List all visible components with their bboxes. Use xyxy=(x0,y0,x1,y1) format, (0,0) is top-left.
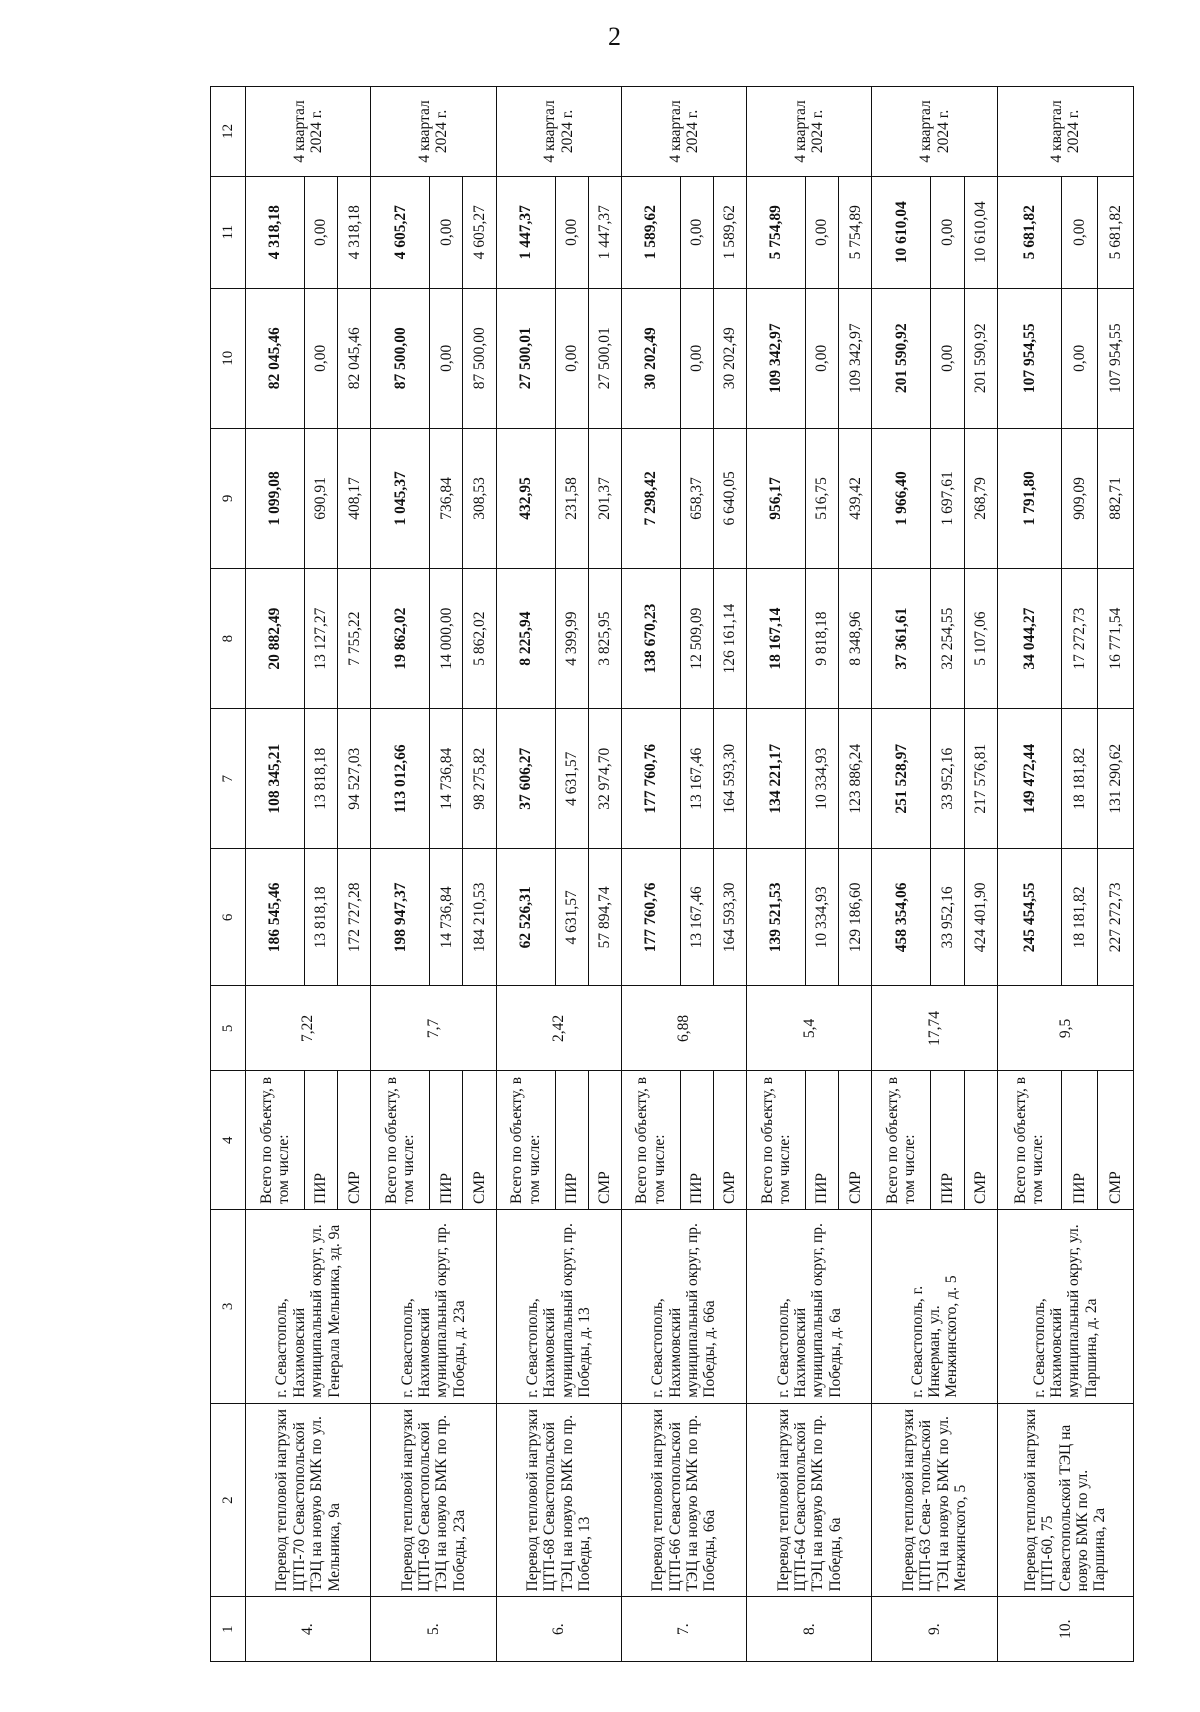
cost-value-cell: 131 290,62 xyxy=(1097,709,1133,849)
cost-value-cell: 516,75 xyxy=(806,428,839,568)
cost-value-cell: 4 605,27 xyxy=(371,176,430,288)
cost-value-cell: 0,00 xyxy=(1061,176,1097,288)
cost-value-cell: 14 736,84 xyxy=(430,709,463,849)
cost-value-cell: 0,00 xyxy=(931,288,964,428)
object-address-cell: г. Севастополь, г. Инкерман, ул. Менжинского, д. 5 xyxy=(872,1210,997,1404)
cost-value-cell: 34 044,27 xyxy=(997,569,1061,709)
table-row xyxy=(747,87,806,1662)
cost-value-cell: 164 593,30 xyxy=(713,849,746,986)
cost-type-cell: СМР xyxy=(964,1071,997,1210)
cost-type-cell: ПИР xyxy=(555,1071,588,1210)
capacity-cell: 17,74 xyxy=(872,986,997,1071)
cost-value-cell: 13 127,27 xyxy=(304,569,337,709)
cost-value-cell: 62 526,31 xyxy=(496,849,555,986)
object-address-cell: г. Севастополь, Нахимовский муниципальный округ, пр. Победы, д. 23а xyxy=(371,1210,496,1404)
column-number-header: 12 xyxy=(211,87,246,177)
cost-value-cell: 13 167,46 xyxy=(680,849,713,986)
cost-value-cell: 17 272,73 xyxy=(1061,569,1097,709)
cost-value-cell: 177 760,76 xyxy=(621,709,680,849)
row-number-cell: 9. xyxy=(872,1597,997,1662)
column-number-header: 3 xyxy=(211,1210,246,1404)
cost-value-cell: 108 345,21 xyxy=(246,709,305,849)
cost-value-cell: 109 342,97 xyxy=(839,288,872,428)
row-number-cell: 5. xyxy=(371,1597,496,1662)
column-number-header: 8 xyxy=(211,569,246,709)
object-address-cell: г. Севастополь, Нахимовский муниципальный округ, ул. Генерала Мельника, зд. 9а xyxy=(246,1210,371,1404)
cost-value-cell: 245 454,55 xyxy=(997,849,1061,986)
cost-value-cell: 0,00 xyxy=(555,288,588,428)
deadline-cell: 4 квартал 2024 г. xyxy=(246,87,371,177)
cost-value-cell: 909,09 xyxy=(1061,428,1097,568)
cost-value-cell: 8 225,94 xyxy=(496,569,555,709)
capacity-cell: 2,42 xyxy=(496,986,621,1071)
cost-type-cell: ПИР xyxy=(1061,1071,1097,1210)
investment-table xyxy=(210,86,1134,1662)
cost-value-cell: 87 500,00 xyxy=(371,288,430,428)
object-name-cell: Перевод тепловой нагрузки ЦТП-69 Севастопольской ТЭЦ на новую БМК по пр. Победы, 23а xyxy=(371,1403,496,1597)
cost-value-cell: 201 590,92 xyxy=(872,288,931,428)
cost-value-cell: 82 045,46 xyxy=(246,288,305,428)
cost-type-cell: СМР xyxy=(588,1071,621,1210)
table-row xyxy=(371,87,430,1662)
cost-value-cell: 18 181,82 xyxy=(1061,709,1097,849)
cost-value-cell: 0,00 xyxy=(680,176,713,288)
cost-value-cell: 198 947,37 xyxy=(371,849,430,986)
cost-value-cell: 1 447,37 xyxy=(496,176,555,288)
deadline-cell: 4 квартал 2024 г. xyxy=(872,87,997,177)
capacity-cell: 7,22 xyxy=(246,986,371,1071)
cost-value-cell: 134 221,17 xyxy=(747,709,806,849)
cost-value-cell: 424 401,90 xyxy=(964,849,997,986)
cost-value-cell: 439,42 xyxy=(839,428,872,568)
object-name-cell: Перевод тепловой нагрузки ЦТП-68 Севастопольской ТЭЦ на новую БМК по пр. Победы, 13 xyxy=(496,1403,621,1597)
object-name-cell: Перевод тепловой нагрузки ЦТП-60, 75 Севастопольской ТЭЦ на новую БМК по ул. Паршина, 2а xyxy=(997,1403,1133,1597)
cost-value-cell: 33 952,16 xyxy=(931,849,964,986)
object-name-cell: Перевод тепловой нагрузки ЦТП-63 Сева- топольской ТЭЦ на новую БМК по ул. Менжинского, 5 xyxy=(872,1403,997,1597)
cost-value-cell: 94 527,03 xyxy=(338,709,371,849)
row-number-cell: 8. xyxy=(747,1597,872,1662)
cost-value-cell: 57 894,74 xyxy=(588,849,621,986)
column-number-header: 10 xyxy=(211,288,246,428)
cost-value-cell: 184 210,53 xyxy=(463,849,496,986)
cost-value-cell: 37 361,61 xyxy=(872,569,931,709)
cost-value-cell: 32 254,55 xyxy=(931,569,964,709)
table-row xyxy=(997,87,1061,1662)
table-container xyxy=(210,86,1134,1662)
cost-value-cell: 18 167,14 xyxy=(747,569,806,709)
cost-value-cell: 19 862,02 xyxy=(371,569,430,709)
cost-type-cell: СМР xyxy=(713,1071,746,1210)
deadline-cell: 4 квартал 2024 г. xyxy=(621,87,746,177)
cost-type-cell: Всего по объекту, в том числе: xyxy=(997,1071,1061,1210)
table-body xyxy=(246,87,1134,1662)
object-name-cell: Перевод тепловой нагрузки ЦТП-64 Севастопольской ТЭЦ на новую БМК по пр. Победы, 6а xyxy=(747,1403,872,1597)
cost-type-cell: СМР xyxy=(1097,1071,1133,1210)
cost-value-cell: 5 754,89 xyxy=(747,176,806,288)
capacity-cell: 7,7 xyxy=(371,986,496,1071)
cost-value-cell: 1 589,62 xyxy=(713,176,746,288)
cost-value-cell: 30 202,49 xyxy=(713,288,746,428)
object-name-cell: Перевод тепловой нагрузки ЦТП-70 Севастопольской ТЭЦ на новую БМК по ул. Мельника, 9а xyxy=(246,1403,371,1597)
cost-value-cell: 0,00 xyxy=(430,288,463,428)
row-number-cell: 4. xyxy=(246,1597,371,1662)
capacity-cell: 6,88 xyxy=(621,986,746,1071)
column-number-header: 9 xyxy=(211,428,246,568)
cost-value-cell: 5 681,82 xyxy=(1097,176,1133,288)
cost-value-cell: 658,37 xyxy=(680,428,713,568)
cost-value-cell: 98 275,82 xyxy=(463,709,496,849)
cost-value-cell: 201,37 xyxy=(588,428,621,568)
cost-value-cell: 87 500,00 xyxy=(463,288,496,428)
capacity-cell: 5,4 xyxy=(747,986,872,1071)
deadline-cell: 4 квартал 2024 г. xyxy=(496,87,621,177)
cost-value-cell: 227 272,73 xyxy=(1097,849,1133,986)
table-row xyxy=(621,87,680,1662)
row-number-cell: 6. xyxy=(496,1597,621,1662)
cost-value-cell: 8 348,96 xyxy=(839,569,872,709)
cost-type-cell: ПИР xyxy=(304,1071,337,1210)
cost-value-cell: 690,91 xyxy=(304,428,337,568)
cost-value-cell: 251 528,97 xyxy=(872,709,931,849)
cost-value-cell: 33 952,16 xyxy=(931,709,964,849)
cost-value-cell: 5 862,02 xyxy=(463,569,496,709)
cost-value-cell: 9 818,18 xyxy=(806,569,839,709)
cost-value-cell: 0,00 xyxy=(806,288,839,428)
cost-value-cell: 30 202,49 xyxy=(621,288,680,428)
cost-type-cell: Всего по объекту, в том числе: xyxy=(872,1071,931,1210)
cost-type-cell: ПИР xyxy=(680,1071,713,1210)
cost-value-cell: 3 825,95 xyxy=(588,569,621,709)
cost-value-cell: 1 045,37 xyxy=(371,428,430,568)
column-number-header: 7 xyxy=(211,709,246,849)
cost-value-cell: 186 545,46 xyxy=(246,849,305,986)
cost-value-cell: 107 954,55 xyxy=(997,288,1061,428)
cost-type-cell: Всего по объекту, в том числе: xyxy=(747,1071,806,1210)
cost-value-cell: 18 181,82 xyxy=(1061,849,1097,986)
cost-value-cell: 4 605,27 xyxy=(463,176,496,288)
object-name-cell: Перевод тепловой нагрузки ЦТП-66 Севастопольской ТЭЦ на новую БМК по пр. Победы, 66а xyxy=(621,1403,746,1597)
cost-value-cell: 5 754,89 xyxy=(839,176,872,288)
cost-value-cell: 10 334,93 xyxy=(806,849,839,986)
cost-value-cell: 14 736,84 xyxy=(430,849,463,986)
column-number-header: 2 xyxy=(211,1403,246,1597)
cost-value-cell: 10 334,93 xyxy=(806,709,839,849)
cost-value-cell: 149 472,44 xyxy=(997,709,1061,849)
cost-value-cell: 0,00 xyxy=(680,288,713,428)
cost-value-cell: 139 521,53 xyxy=(747,849,806,986)
cost-value-cell: 217 576,81 xyxy=(964,709,997,849)
row-number-cell: 7. xyxy=(621,1597,746,1662)
cost-value-cell: 113 012,66 xyxy=(371,709,430,849)
cost-type-cell: СМР xyxy=(839,1071,872,1210)
cost-value-cell: 4 399,99 xyxy=(555,569,588,709)
capacity-cell: 9,5 xyxy=(997,986,1133,1071)
cost-value-cell: 10 610,04 xyxy=(964,176,997,288)
cost-value-cell: 0,00 xyxy=(304,288,337,428)
column-number-row xyxy=(211,87,246,1662)
cost-value-cell: 32 974,70 xyxy=(588,709,621,849)
cost-value-cell: 956,17 xyxy=(747,428,806,568)
cost-value-cell: 20 882,49 xyxy=(246,569,305,709)
cost-value-cell: 4 318,18 xyxy=(246,176,305,288)
cost-value-cell: 4 318,18 xyxy=(338,176,371,288)
column-number-header: 4 xyxy=(211,1071,246,1210)
cost-value-cell: 82 045,46 xyxy=(338,288,371,428)
cost-value-cell: 123 886,24 xyxy=(839,709,872,849)
cost-value-cell: 231,58 xyxy=(555,428,588,568)
cost-value-cell: 0,00 xyxy=(806,176,839,288)
rotated-table-area xyxy=(210,86,1134,1662)
cost-value-cell: 5 681,82 xyxy=(997,176,1061,288)
cost-type-cell: СМР xyxy=(463,1071,496,1210)
cost-value-cell: 138 670,23 xyxy=(621,569,680,709)
cost-type-cell: Всего по объекту, в том числе: xyxy=(246,1071,305,1210)
cost-value-cell: 0,00 xyxy=(304,176,337,288)
cost-type-cell: ПИР xyxy=(931,1071,964,1210)
cost-value-cell: 177 760,76 xyxy=(621,849,680,986)
cost-value-cell: 1 966,40 xyxy=(872,428,931,568)
cost-value-cell: 13 818,18 xyxy=(304,709,337,849)
cost-value-cell: 308,53 xyxy=(463,428,496,568)
cost-type-cell: СМР xyxy=(338,1071,371,1210)
table-row xyxy=(496,87,555,1662)
cost-type-cell: Всего по объекту, в том числе: xyxy=(371,1071,430,1210)
cost-value-cell: 736,84 xyxy=(430,428,463,568)
cost-value-cell: 12 509,09 xyxy=(680,569,713,709)
deadline-cell: 4 квартал 2024 г. xyxy=(371,87,496,177)
object-address-cell: г. Севастополь, Нахимовский муниципальный округ, пр. Победы, д. 6а xyxy=(747,1210,872,1404)
row-number-cell: 10. xyxy=(997,1597,1133,1662)
cost-value-cell: 7 298,42 xyxy=(621,428,680,568)
cost-value-cell: 1 791,80 xyxy=(997,428,1061,568)
cost-value-cell: 107 954,55 xyxy=(1097,288,1133,428)
cost-value-cell: 7 755,22 xyxy=(338,569,371,709)
table-row xyxy=(872,87,931,1662)
object-address-cell: г. Севастополь, Нахимовский муниципальный округ, пр. Победы, д. 13 xyxy=(496,1210,621,1404)
cost-value-cell: 109 342,97 xyxy=(747,288,806,428)
cost-value-cell: 27 500,01 xyxy=(496,288,555,428)
table-row xyxy=(246,87,305,1662)
cost-type-cell: Всего по объекту, в том числе: xyxy=(621,1071,680,1210)
cost-value-cell: 1 589,62 xyxy=(621,176,680,288)
cost-value-cell: 1 697,61 xyxy=(931,428,964,568)
cost-value-cell: 1 447,37 xyxy=(588,176,621,288)
object-address-cell: г. Севастополь, Нахимовский муниципальный округ, ул. Паршина, д. 2а xyxy=(997,1210,1133,1404)
column-number-header: 11 xyxy=(211,176,246,288)
deadline-cell: 4 квартал 2024 г. xyxy=(747,87,872,177)
cost-value-cell: 129 186,60 xyxy=(839,849,872,986)
cost-value-cell: 172 727,28 xyxy=(338,849,371,986)
cost-type-cell: Всего по объекту, в том числе: xyxy=(496,1071,555,1210)
cost-value-cell: 6 640,05 xyxy=(713,428,746,568)
cost-value-cell: 0,00 xyxy=(555,176,588,288)
cost-value-cell: 14 000,00 xyxy=(430,569,463,709)
cost-value-cell: 37 606,27 xyxy=(496,709,555,849)
cost-value-cell: 201 590,92 xyxy=(964,288,997,428)
cost-value-cell: 882,71 xyxy=(1097,428,1133,568)
cost-value-cell: 0,00 xyxy=(430,176,463,288)
cost-value-cell: 268,79 xyxy=(964,428,997,568)
cost-value-cell: 10 610,04 xyxy=(872,176,931,288)
page-number: 2 xyxy=(608,22,621,51)
cost-value-cell: 13 818,18 xyxy=(304,849,337,986)
cost-value-cell: 164 593,30 xyxy=(713,709,746,849)
cost-value-cell: 5 107,06 xyxy=(964,569,997,709)
deadline-cell: 4 квартал 2024 г. xyxy=(997,87,1133,177)
cost-value-cell: 408,17 xyxy=(338,428,371,568)
cost-value-cell: 126 161,14 xyxy=(713,569,746,709)
cost-value-cell: 4 631,57 xyxy=(555,849,588,986)
table-header xyxy=(211,87,246,1662)
column-number-header: 6 xyxy=(211,849,246,986)
cost-value-cell: 16 771,54 xyxy=(1097,569,1133,709)
cost-value-cell: 1 099,08 xyxy=(246,428,305,568)
object-address-cell: г. Севастополь, Нахимовский муниципальный округ, пр. Победы, д. 66а xyxy=(621,1210,746,1404)
cost-type-cell: ПИР xyxy=(806,1071,839,1210)
column-number-header: 5 xyxy=(211,986,246,1071)
cost-value-cell: 458 354,06 xyxy=(872,849,931,986)
cost-value-cell: 0,00 xyxy=(931,176,964,288)
cost-value-cell: 13 167,46 xyxy=(680,709,713,849)
cost-value-cell: 4 631,57 xyxy=(555,709,588,849)
column-number-header: 1 xyxy=(211,1597,246,1662)
cost-type-cell: ПИР xyxy=(430,1071,463,1210)
cost-value-cell: 432,95 xyxy=(496,428,555,568)
cost-value-cell: 27 500,01 xyxy=(588,288,621,428)
cost-value-cell: 0,00 xyxy=(1061,288,1097,428)
